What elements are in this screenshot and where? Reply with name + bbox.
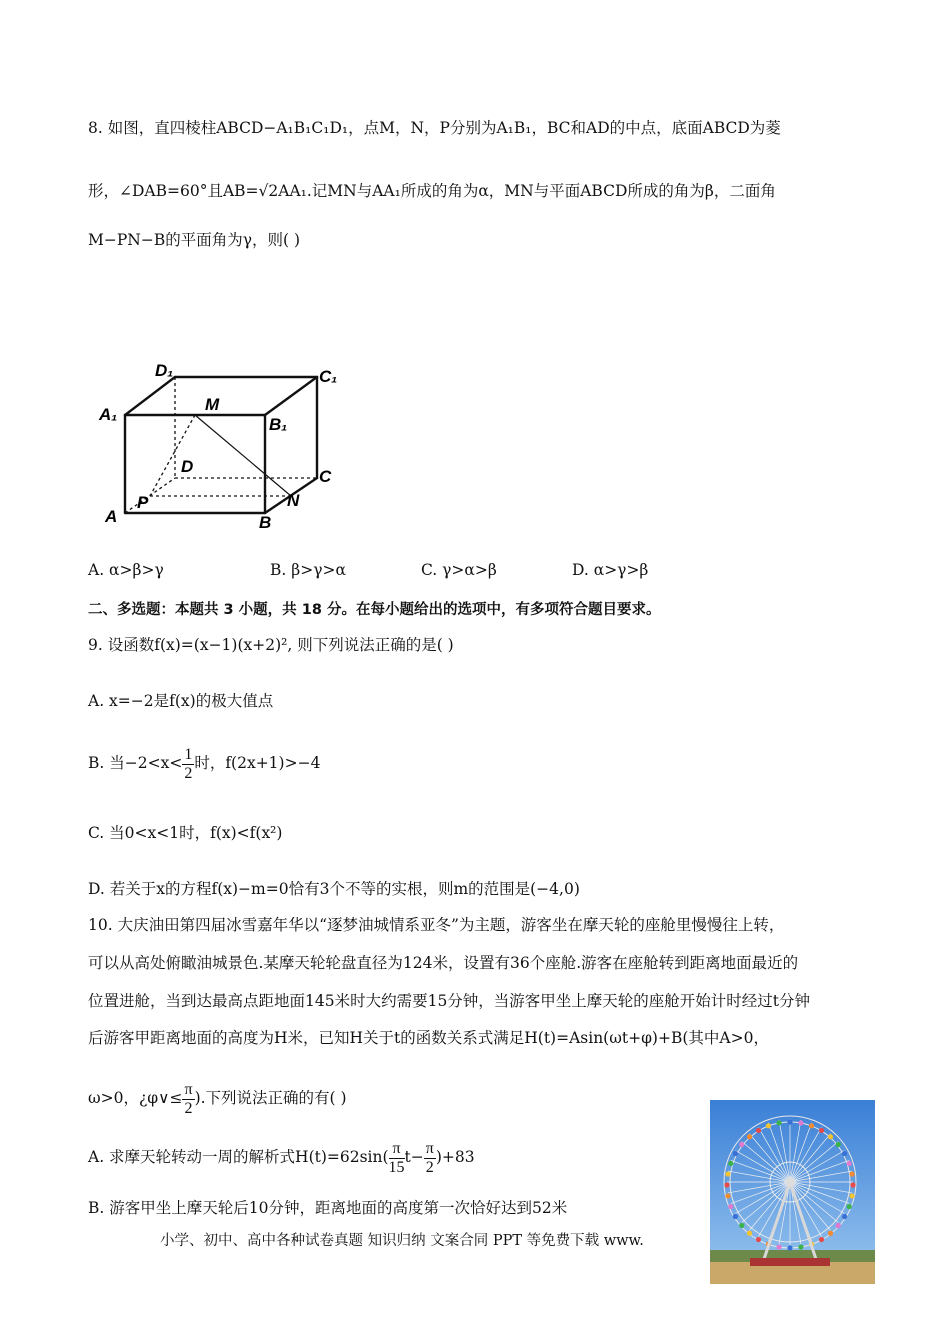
fraction-pi-over-15: $\frac{\pi}{15}$	[388, 1139, 405, 1176]
fraction-pi-over-2b: $\frac{\pi}{2}$	[425, 1139, 434, 1176]
label-a1: A₁	[99, 405, 118, 424]
cabin	[756, 1128, 761, 1133]
label-n: N	[287, 491, 300, 510]
q8-stem-line1: 8. 如图，直四棱柱ABCD−A₁B₁C₁D₁，点M，N，P分别为A₁B₁，BC和AD的中点，底面ABCD为菱	[88, 119, 781, 137]
q8-option-c: C. γ>α>β	[421, 561, 497, 579]
cabin	[776, 1244, 781, 1249]
q10-line3: 位置进舱，当到达最高点距地面145米时大约需要15分钟，当游客甲坐上摩天轮的座舱开始计时经过t分钟	[88, 992, 811, 1010]
cabin	[725, 1193, 730, 1198]
cabin	[842, 1214, 847, 1219]
cabin	[850, 1182, 855, 1187]
cabin	[819, 1128, 824, 1133]
cabin	[747, 1231, 752, 1236]
q10-line5: ω>0，¿φ∨≤ $\frac{\pi}{2}$ ).下列说法正确的有( )	[88, 1080, 347, 1117]
q9-option-d: D. 若关于x的方程f(x)−m=0恰有3个不等的实根，则m的范围是(−4,0)	[88, 880, 580, 898]
q8-option-d: D. α>γ>β	[572, 561, 649, 579]
cabin	[836, 1142, 841, 1147]
label-b: B	[259, 513, 272, 532]
cabin	[724, 1182, 729, 1187]
q9-option-b: B. 当−2<x< $\frac{1}{2}$ 时，f(2x+1)>−4	[88, 745, 321, 782]
label-c: C	[319, 467, 332, 486]
footer-text: 小学、初中、高中各种试卷真题 知识归纳 文案合同 PPT 等免费下载 www.	[160, 1233, 644, 1249]
q8-option-a: A. α>β>γ	[88, 561, 164, 579]
q10-line1: 10. 大庆油田第四届冰雪嘉年华以“逐梦油城情系亚冬”为主题，游客坐在摩天轮的座舱里慢慢往上转，	[88, 916, 785, 934]
label-d: D	[181, 457, 194, 476]
prism-figure	[95, 360, 355, 535]
label-m: M	[205, 395, 220, 414]
ferris-wheel-photo	[710, 1100, 875, 1284]
section-heading: 二、多选题：本题共 3 小题，共 18 分。在每小题给出的选项中，有多项符合题目要求。	[88, 602, 661, 618]
q8-option-b: B. β>γ>α	[270, 561, 346, 579]
label-c1: C₁	[319, 367, 338, 386]
cabin	[728, 1161, 733, 1166]
fraction-pi-over-2: $\frac{\pi}{2}$	[184, 1080, 193, 1117]
cabin	[766, 1123, 771, 1128]
q10-line2: 可以从高处俯瞰油城景色.某摩天轮轮盘直径为124米，设置有36个座舱.游客在座舱转到距离地面最近的	[88, 954, 799, 972]
q10-line4: 后游客甲距离地面的高度为H米，已知H关于t的函数关系式满足H(t)=Asin(ωt+φ)+B(其中A>0，	[88, 1029, 769, 1047]
q8-stem-line3: M−PN−B的平面角为γ，则( )	[88, 231, 301, 249]
cabin	[847, 1204, 852, 1209]
q10-option-b: B. 游客甲坐上摩天轮后10分钟，距离地面的高度第一次恰好达到52米	[88, 1199, 568, 1217]
cabin	[733, 1214, 738, 1219]
cabin	[747, 1134, 752, 1139]
cabin	[847, 1161, 852, 1166]
cabin	[819, 1237, 824, 1242]
cabin	[849, 1171, 854, 1176]
cabin	[739, 1223, 744, 1228]
cabin	[728, 1204, 733, 1209]
q10-option-a: A. 求摩天轮转动一周的解析式H(t)=62sin( $\frac{\pi}{15}$ t− $\frac{\pi}{2}$ )+83	[88, 1139, 475, 1176]
label-a: A	[105, 507, 118, 526]
cabin	[739, 1142, 744, 1147]
cabin	[828, 1231, 833, 1236]
q9-option-a: A. x=−2是f(x)的极大值点	[88, 692, 274, 710]
cabin	[798, 1244, 803, 1249]
cabin	[725, 1171, 730, 1176]
q9-stem: 9. 设函数f(x)=(x−1)(x+2)², 则下列说法正确的是( )	[88, 636, 454, 654]
cabin	[756, 1237, 761, 1242]
cabin	[842, 1151, 847, 1156]
cabin	[787, 1119, 792, 1124]
cabin	[733, 1151, 738, 1156]
q9-option-c: C. 当0<x<1时，f(x)<f(x²)	[88, 824, 283, 842]
cabin	[836, 1223, 841, 1228]
fraction-one-half: $\frac{1}{2}$	[184, 745, 193, 782]
label-b1: B₁	[269, 415, 288, 434]
cabin	[787, 1245, 792, 1250]
cabin	[828, 1134, 833, 1139]
cabin	[798, 1120, 803, 1125]
label-d1: D₁	[155, 361, 174, 380]
cabin	[776, 1120, 781, 1125]
cabin	[849, 1193, 854, 1198]
label-p: P	[137, 493, 149, 512]
q8-stem-line2: 形，∠DAB=60°且AB=√2AA₁.记MN与AA₁所成的角为α，MN与平面ABCD所成的角为β，二面角	[88, 182, 776, 200]
cabin	[809, 1123, 814, 1128]
